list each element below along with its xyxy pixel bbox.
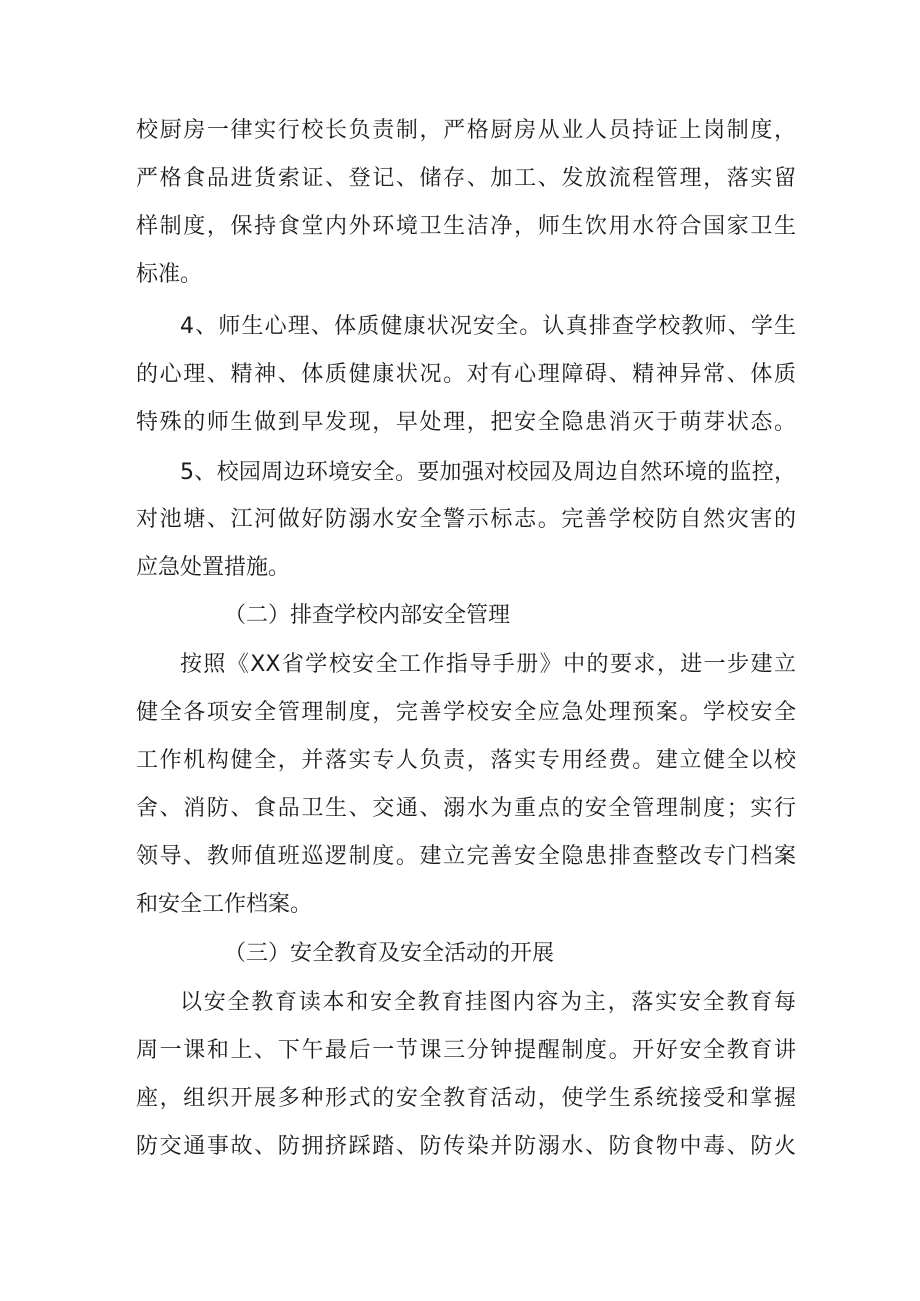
- text-line: 按照《XX省学校安全工作指导手册》中的要求，进一步建立: [180, 652, 796, 677]
- text-line: 舍、消防、食品卫生、交通、溺水为重点的安全管理制度；实行: [136, 796, 796, 821]
- text-line: 标准。: [136, 262, 203, 287]
- text-line: 校厨房一律实行校长负责制，严格厨房从业人员持证上岗制度，: [136, 118, 796, 143]
- text-line: 健全各项安全管理制度，完善学校安全应急处理预案。学校安全: [136, 700, 796, 725]
- text-line: 的心理、精神、体质健康状况。对有心理障碍、精神异常、体质: [136, 362, 796, 387]
- text-line: 防交通事故、防拥挤踩踏、防传染并防溺水、防食物中毒、防火: [136, 1134, 796, 1159]
- section-heading: （二）排查学校内部安全管理: [224, 603, 511, 628]
- text-line: 特殊的师生做到早发现，早处理，把安全隐患消灭于萌芽状态。: [136, 410, 796, 435]
- section-heading: （三）安全教育及安全活动的开展: [224, 941, 555, 966]
- text-line: 座，组织开展多种形式的安全教育活动，使学生系统接受和掌握: [136, 1086, 796, 1111]
- text-line: 严格食品进货索证、登记、储存、加工、发放流程管理，落实留: [136, 166, 796, 191]
- text-line: 样制度，保持食堂内外环境卫生洁净，师生饮用水符合国家卫生: [136, 214, 796, 239]
- text-line: 周一课和上、下午最后一节课三分钟提醒制度。开好安全教育讲: [136, 1038, 796, 1063]
- text-line: 工作机构健全，并落实专人负责，落实专用经费。建立健全以校: [136, 748, 796, 773]
- text-line: 和安全工作档案。: [136, 892, 313, 917]
- text-line: 对池塘、江河做好防溺水安全警示标志。完善学校防自然灾害的: [136, 507, 796, 532]
- text-line: 应急处置措施。: [136, 555, 291, 580]
- text-line: 5、校园周边环境安全。要加强对校园及周边自然环境的监控，: [180, 460, 796, 485]
- text-line: 4、师生心理、体质健康状况安全。认真排查学校教师、学生: [180, 314, 796, 339]
- text-line: 以安全教育读本和安全教育挂图内容为主，落实安全教育每: [180, 990, 796, 1015]
- text-line: 领导、教师值班巡逻制度。建立完善安全隐患排查整改专门档案: [136, 844, 796, 869]
